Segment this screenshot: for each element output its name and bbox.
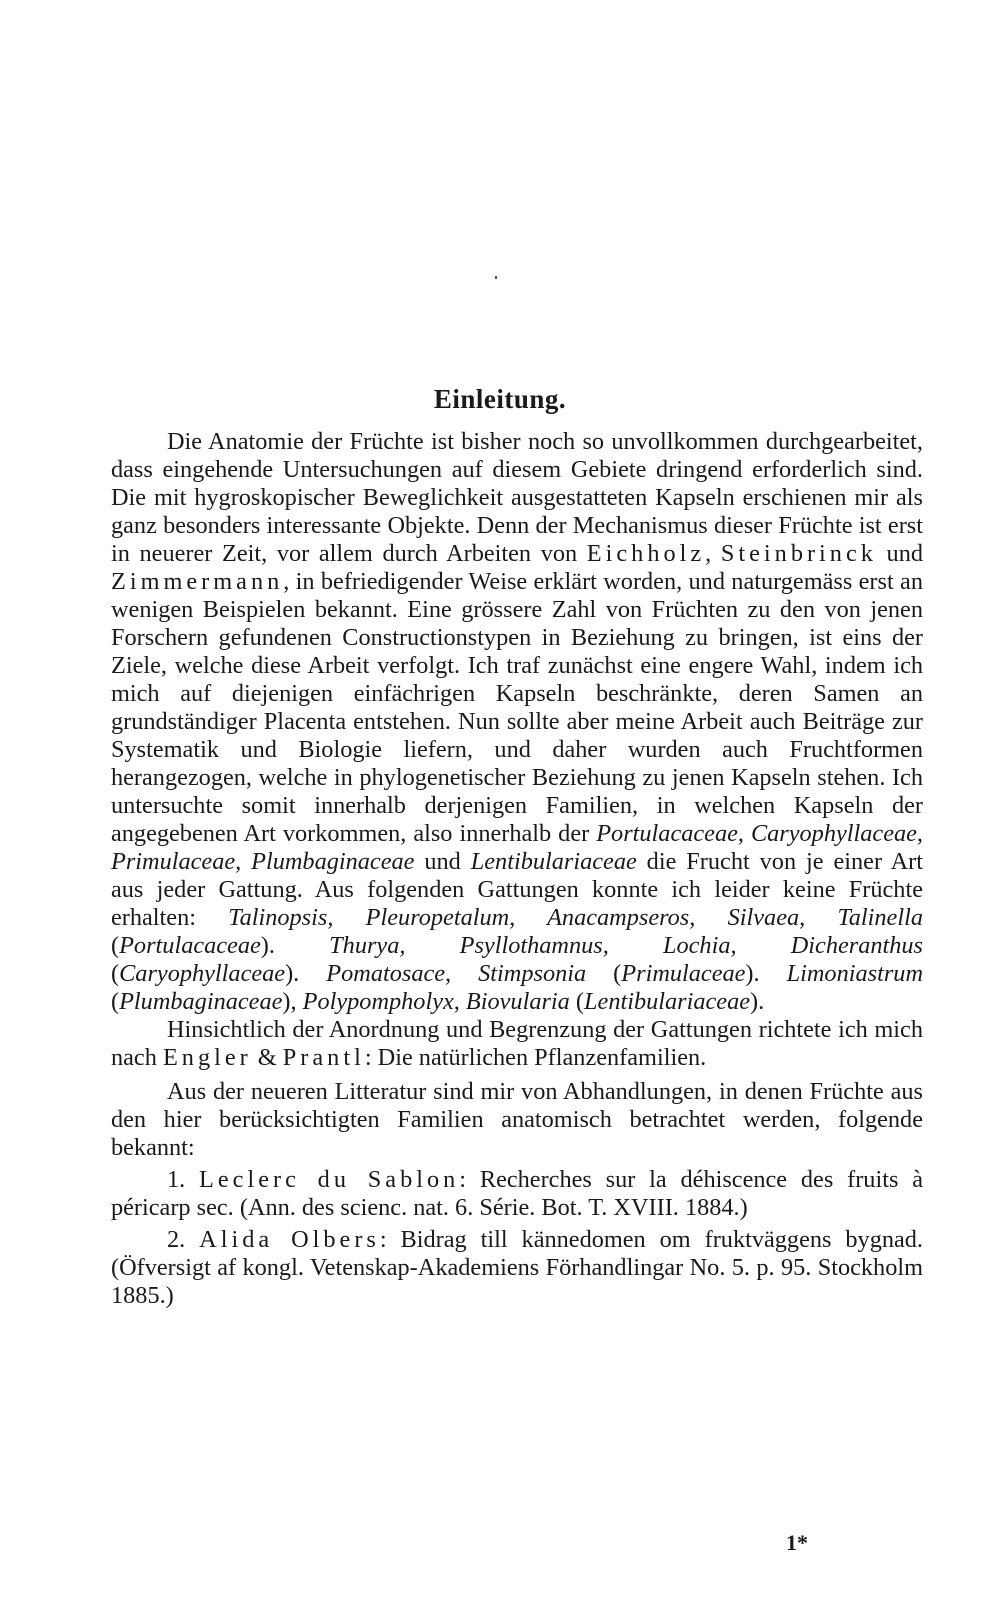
author-name: Steinbrinck [720,540,877,567]
text-run: ( [111,988,120,1015]
author-name: Eichholz [586,540,706,567]
print-speck [495,276,497,279]
reference-number: 1. [167,1166,200,1193]
author-name: Engler [162,1044,252,1071]
text-run: ). [750,988,765,1015]
page-heading: Einleitung. [433,384,567,414]
paragraph-intro [111,428,923,1016]
family-names: Caryophyllaceae [119,960,286,987]
reference-text: : Bidrag till kännedomen om fruktväggens bygnad. (Öfversigt af kongl. Vetenskap-Akademiens Förhandlingar No. 5. p. 95. Stockholm 1885.) [111,1226,924,1309]
text-run: ). [745,960,787,987]
family-names: Plumbaginaceae [119,988,283,1015]
text-run: , in befriedigender Weise erklärt worden, und naturgemäss erst an wenigen Beispielen bekannt. Eine grössere Zahl von Früchten zu den von jenen Forschern gefundenen Constructionstypen in Beziehung zu bringen, ist eins der Ziele, welche diese Arbeit verfolgt. Ich traf zunächst eine engere Wahl, indem ich mich auf diejenigen einfächrigen Kapseln beschränkte, deren Samen an grundständiger Placenta entstehen. Nun sollte aber meine Arbeit auch Beiträge zur Systematik und Biologie liefern, und daher wurden auch Fruchtformen herangezogen, welche in phylogenetischer Beziehung zu jenen Kapseln stehen. Ich untersuchte somit innerhalb derjenigen Familien, in welchen Kapseln der angegebenen Art vorkommen, also innerhalb der [111,568,923,847]
text-run: Die Anatomie der Früchte ist bisher noch so unvollkommen durchgearbeitet, dass eingehende Untersuchungen auf diesem Gebiete dringend erforderlich sind. Die mit hygroskopischer Beweglichkeit ausgestatteten Kapseln erschienen mir als ganz besonders interessante Objekte. Denn der Mechanismus dieser Früchte ist erst in neuerer Zeit, vor allem durch Arbeiten von [111,428,923,567]
text-run: : Die natürlichen Pflanzenfamilien. [364,1044,707,1071]
text-run: und [876,540,923,567]
text-run: ). [260,932,330,959]
family-names: Lentibulariaceae [470,848,637,875]
genus-names: Pomatosace, Stimpsonia [326,960,587,987]
author-name: Leclerc du Sablon [199,1166,460,1193]
text-run: die Frucht von je einer Art aus jeder Gattung. Aus folgenden Gattungen konnte ich leider keine Früchte erhalten: [111,848,924,931]
paragraph-classification [111,1016,923,1072]
reference-item [111,1226,923,1310]
reference-item [111,1166,923,1222]
genus-names: Limoniastrum [786,960,923,987]
genus-names: Thurya, Psyllothamnus, Lochia, Dicheranthus [329,932,923,959]
family-names: Lentibulariaceae [584,988,751,1015]
family-names: Primulaceae [621,960,746,987]
text-run: & [251,1044,283,1071]
author-name: Zimmermann [111,568,284,595]
text-run: , [705,540,721,567]
text-run: ), [282,988,303,1015]
family-names: Portulacaceae [119,932,261,959]
text-run: und [414,848,471,875]
text-run: Hinsichtlich der Anordnung und Begrenzung der Gattungen richtete ich mich nach [111,1016,923,1071]
text-run: ( [569,988,585,1015]
genus-names: Polypompholyx, Biovularia [302,988,570,1015]
reference-text: : Recherches sur la déhiscence des fruits à péricarp sec. (Ann. des scienc. nat. 6. Série. Bot. T. XVIII. 1884.) [111,1166,924,1221]
body-text [111,428,923,1310]
author-name: Alida Olbers [199,1226,380,1253]
text-run: ). [285,960,327,987]
text-run: ( [111,960,120,987]
signature-mark: 1* [786,1530,808,1555]
paragraph-literature: Aus der neueren Litteratur sind mir von Abhandlungen, in denen Früchte aus den hier berücksichtigten Familien anatomisch betrachtet werden, folgende bekannt: [111,1078,923,1161]
family-names: Portulacaceae, Caryophyllaceae, Primulaceae, Plumbaginaceae [111,820,923,875]
author-name: Prantl [282,1044,365,1071]
text-run: ( [586,960,622,987]
reference-number: 2. [167,1226,200,1253]
text-run: ( [111,932,120,959]
genus-names: Talinopsis, Pleuropetalum, Anacampseros, Silvaea, Talinella [228,904,923,931]
